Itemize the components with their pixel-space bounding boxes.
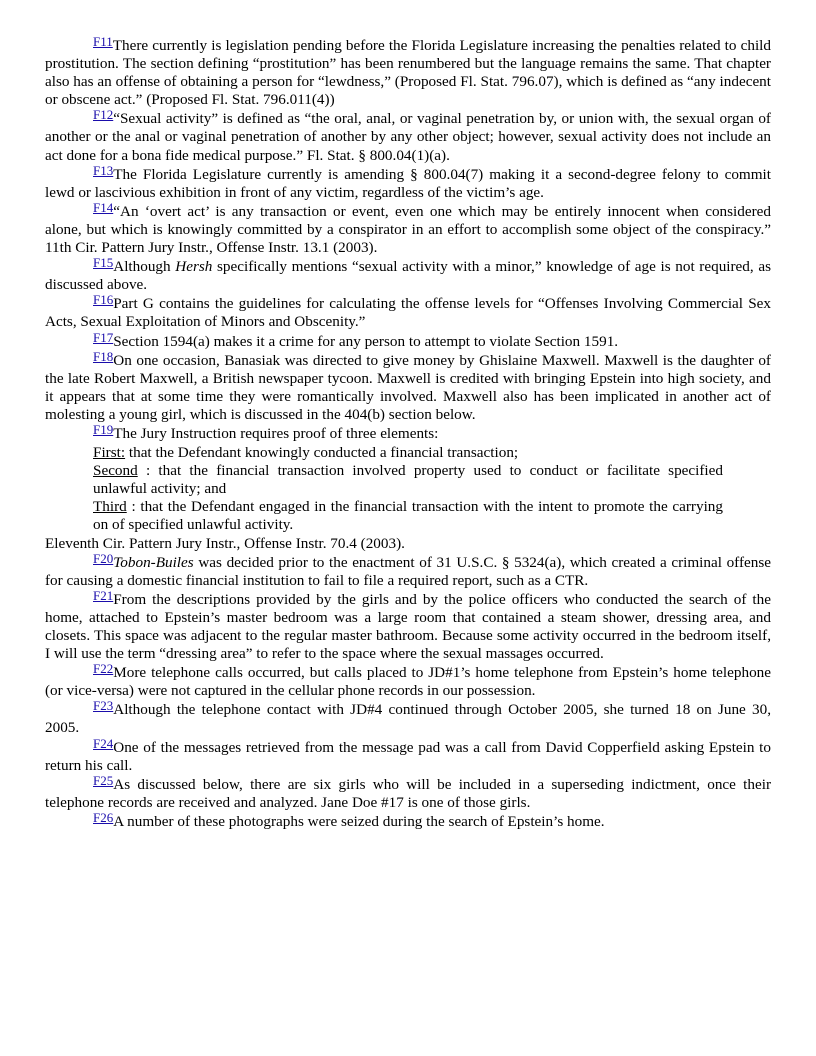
footnote-f15 <box>45 255 771 294</box>
footnote-text: Part G contains the guidelines for calculating the offense levels for “Offenses Involving Commercial Sex Acts, Sexual Exploitation of Minors and Obscenity.” <box>45 295 771 331</box>
footnote-f16 <box>45 292 771 331</box>
footnote-f21 <box>45 587 771 663</box>
footnote-text: A number of these photographs were seized during the search of Epstein’s home. <box>113 812 605 830</box>
case-name: Hersh <box>175 258 213 276</box>
footnote-ref-link[interactable]: F22 <box>93 661 114 677</box>
footnote-ref-link[interactable]: F13 <box>93 162 114 178</box>
footnote-text: One of the messages retrieved from the message pad was a call from David Copperfield asking Epstein to return his call. <box>45 738 771 774</box>
footnote-ref-link[interactable]: F23 <box>93 698 114 714</box>
footnote-f19 <box>45 421 771 443</box>
footnote-text: “Sexual activity” is defined as “the oral, anal, or vaginal penetration by, or union with, the sexual organ of another or the anal or vaginal penetration of another by any other object; however, sexual activity does not include an act done for a bona fide medical purpose.” Fl. Stat. § 800.04(1)(a). <box>45 110 771 164</box>
footnote-f23 <box>45 698 771 737</box>
footnote-text-pre: Although <box>113 258 176 276</box>
footnote-text: Section 1594(a) makes it a crime for any person to attempt to violate Section 1591. <box>113 332 619 350</box>
footnotes-page <box>45 34 771 832</box>
footnote-f12 <box>45 107 771 164</box>
footnote-f26 <box>45 809 771 831</box>
footnote-text: The Jury Instruction requires proof of three elements: <box>113 424 439 442</box>
footnote-ref-link[interactable]: F12 <box>93 107 114 123</box>
footnote-ref-link[interactable]: F24 <box>93 735 114 751</box>
element-label: Third <box>93 498 127 516</box>
footnote-f17 <box>45 329 771 351</box>
footnote-f22 <box>45 661 771 700</box>
jury-element-third <box>93 498 771 534</box>
element-label: Second <box>93 462 138 480</box>
footnote-ref-link[interactable]: F16 <box>93 292 114 308</box>
element-text: that the Defendant knowingly conducted a financial transaction; <box>125 444 519 462</box>
footnote-f20 <box>45 550 771 590</box>
footnote-ref-link[interactable]: F20 <box>93 550 114 566</box>
footnote-text: As discussed below, there are six girls who will be included in a superseding indictment, once their telephone records are received and analyzed. Jane Doe #17 is one of those girls. <box>45 775 771 811</box>
jury-element-first <box>93 444 771 462</box>
footnote-f14 <box>45 199 771 257</box>
footnote-text: There currently is legislation pending before the Florida Legislature increasing the penalties related to child prostitution. The section defining “prostitution” has been renumbered but the language remains the same. That chapter also has an offense of obtaining a person for “lewdness,” (Proposed Fl. Stat. 796.07), which is defined as “any indecent or obscene act.” (Proposed Fl. Stat. 796.011(4)) <box>45 37 771 109</box>
jury-instruction-citation: Eleventh Cir. Pattern Jury Instr., Offense Instr. 70.4 (2003). <box>45 534 405 552</box>
footnote-text: More telephone calls occurred, but calls placed to JD#1’s home telephone from Epstein’s home telephone (or vice-versa) were not captured in the cellular phone records in our possession. <box>45 664 771 700</box>
jury-element-second <box>93 462 771 498</box>
footnote-f13 <box>45 162 771 202</box>
footnote-text: From the descriptions provided by the girls and by the police officers who conducted the search of the home, attached to Epstein’s master bedroom was a large room that contained a steam shower, dressing area, and closets. This space was adjacent to the regular master bathroom. Because some activity occurred in the bedroom itself, I will use the term “dressing area” to refer to the space where the sexual massages occurred. <box>45 590 771 663</box>
footnote-f18 <box>45 348 771 424</box>
footnote-f24 <box>45 735 771 775</box>
case-name: Tobon-Builes <box>113 553 194 571</box>
footnote-ref-link[interactable]: F19 <box>93 421 114 437</box>
footnote-text: was decided prior to the enactment of 31 U.S.C. § 5324(a), which created a criminal offense for causing a domestic financial institution to fail to file a required report, such as a CTR. <box>45 553 771 589</box>
footnote-text: On one occasion, Banasiak was directed to give money by Ghislaine Maxwell. Maxwell is the daughter of the late Robert Maxwell, a British newspaper tycoon. Maxwell is credited with bringing Epstein into high society, and it appears that at some time they were romantically involved. Maxwell also has been implicated in another act of molesting a young girl, which is discussed in the 404(b) section below. <box>45 351 771 423</box>
footnote-ref-link[interactable]: F18 <box>93 348 114 364</box>
footnote-ref-link[interactable]: F26 <box>93 809 114 825</box>
footnote-text: specifically mentions “sexual activity with a minor,” knowledge of age is not required, as discussed above. <box>45 258 771 294</box>
footnote-text: Although the telephone contact with JD#4 continued through October 2005, she turned 18 on June 30, 2005. <box>45 701 771 737</box>
element-text: : that the financial transaction involved property used to conduct or facilitate specified unlawful activity; and <box>93 462 723 498</box>
footnote-ref-link[interactable]: F11 <box>93 34 113 49</box>
footnote-ref-link[interactable]: F14 <box>93 199 114 215</box>
footnote-f25 <box>45 772 771 812</box>
footnote-ref-link[interactable]: F21 <box>93 587 114 603</box>
footnote-ref-link[interactable]: F17 <box>93 329 114 345</box>
footnote-text: “An ‘overt act’ is any transaction or event, even one which may be entirely innocent when considered alone, but which is knowingly committed by a conspirator in an effort to accomplish some object of the conspiracy.” 11th Cir. Pattern Jury Instr., Offense Instr. 13.1 (2003). <box>45 202 771 257</box>
footnote-ref-link[interactable]: F25 <box>93 772 114 788</box>
element-label: First: <box>93 444 126 462</box>
footnote-f11 <box>45 34 771 109</box>
element-text: : that the Defendant engaged in the financial transaction with the intent to promote the carrying on of specified unlawful activity. <box>93 498 723 534</box>
footnote-text: The Florida Legislature currently is amending § 800.04(7) making it a second-degree felony to commit lewd or lascivious exhibition in front of any victim, regardless of the victim’s age. <box>45 165 771 201</box>
footnote-ref-link[interactable]: F15 <box>93 255 114 271</box>
